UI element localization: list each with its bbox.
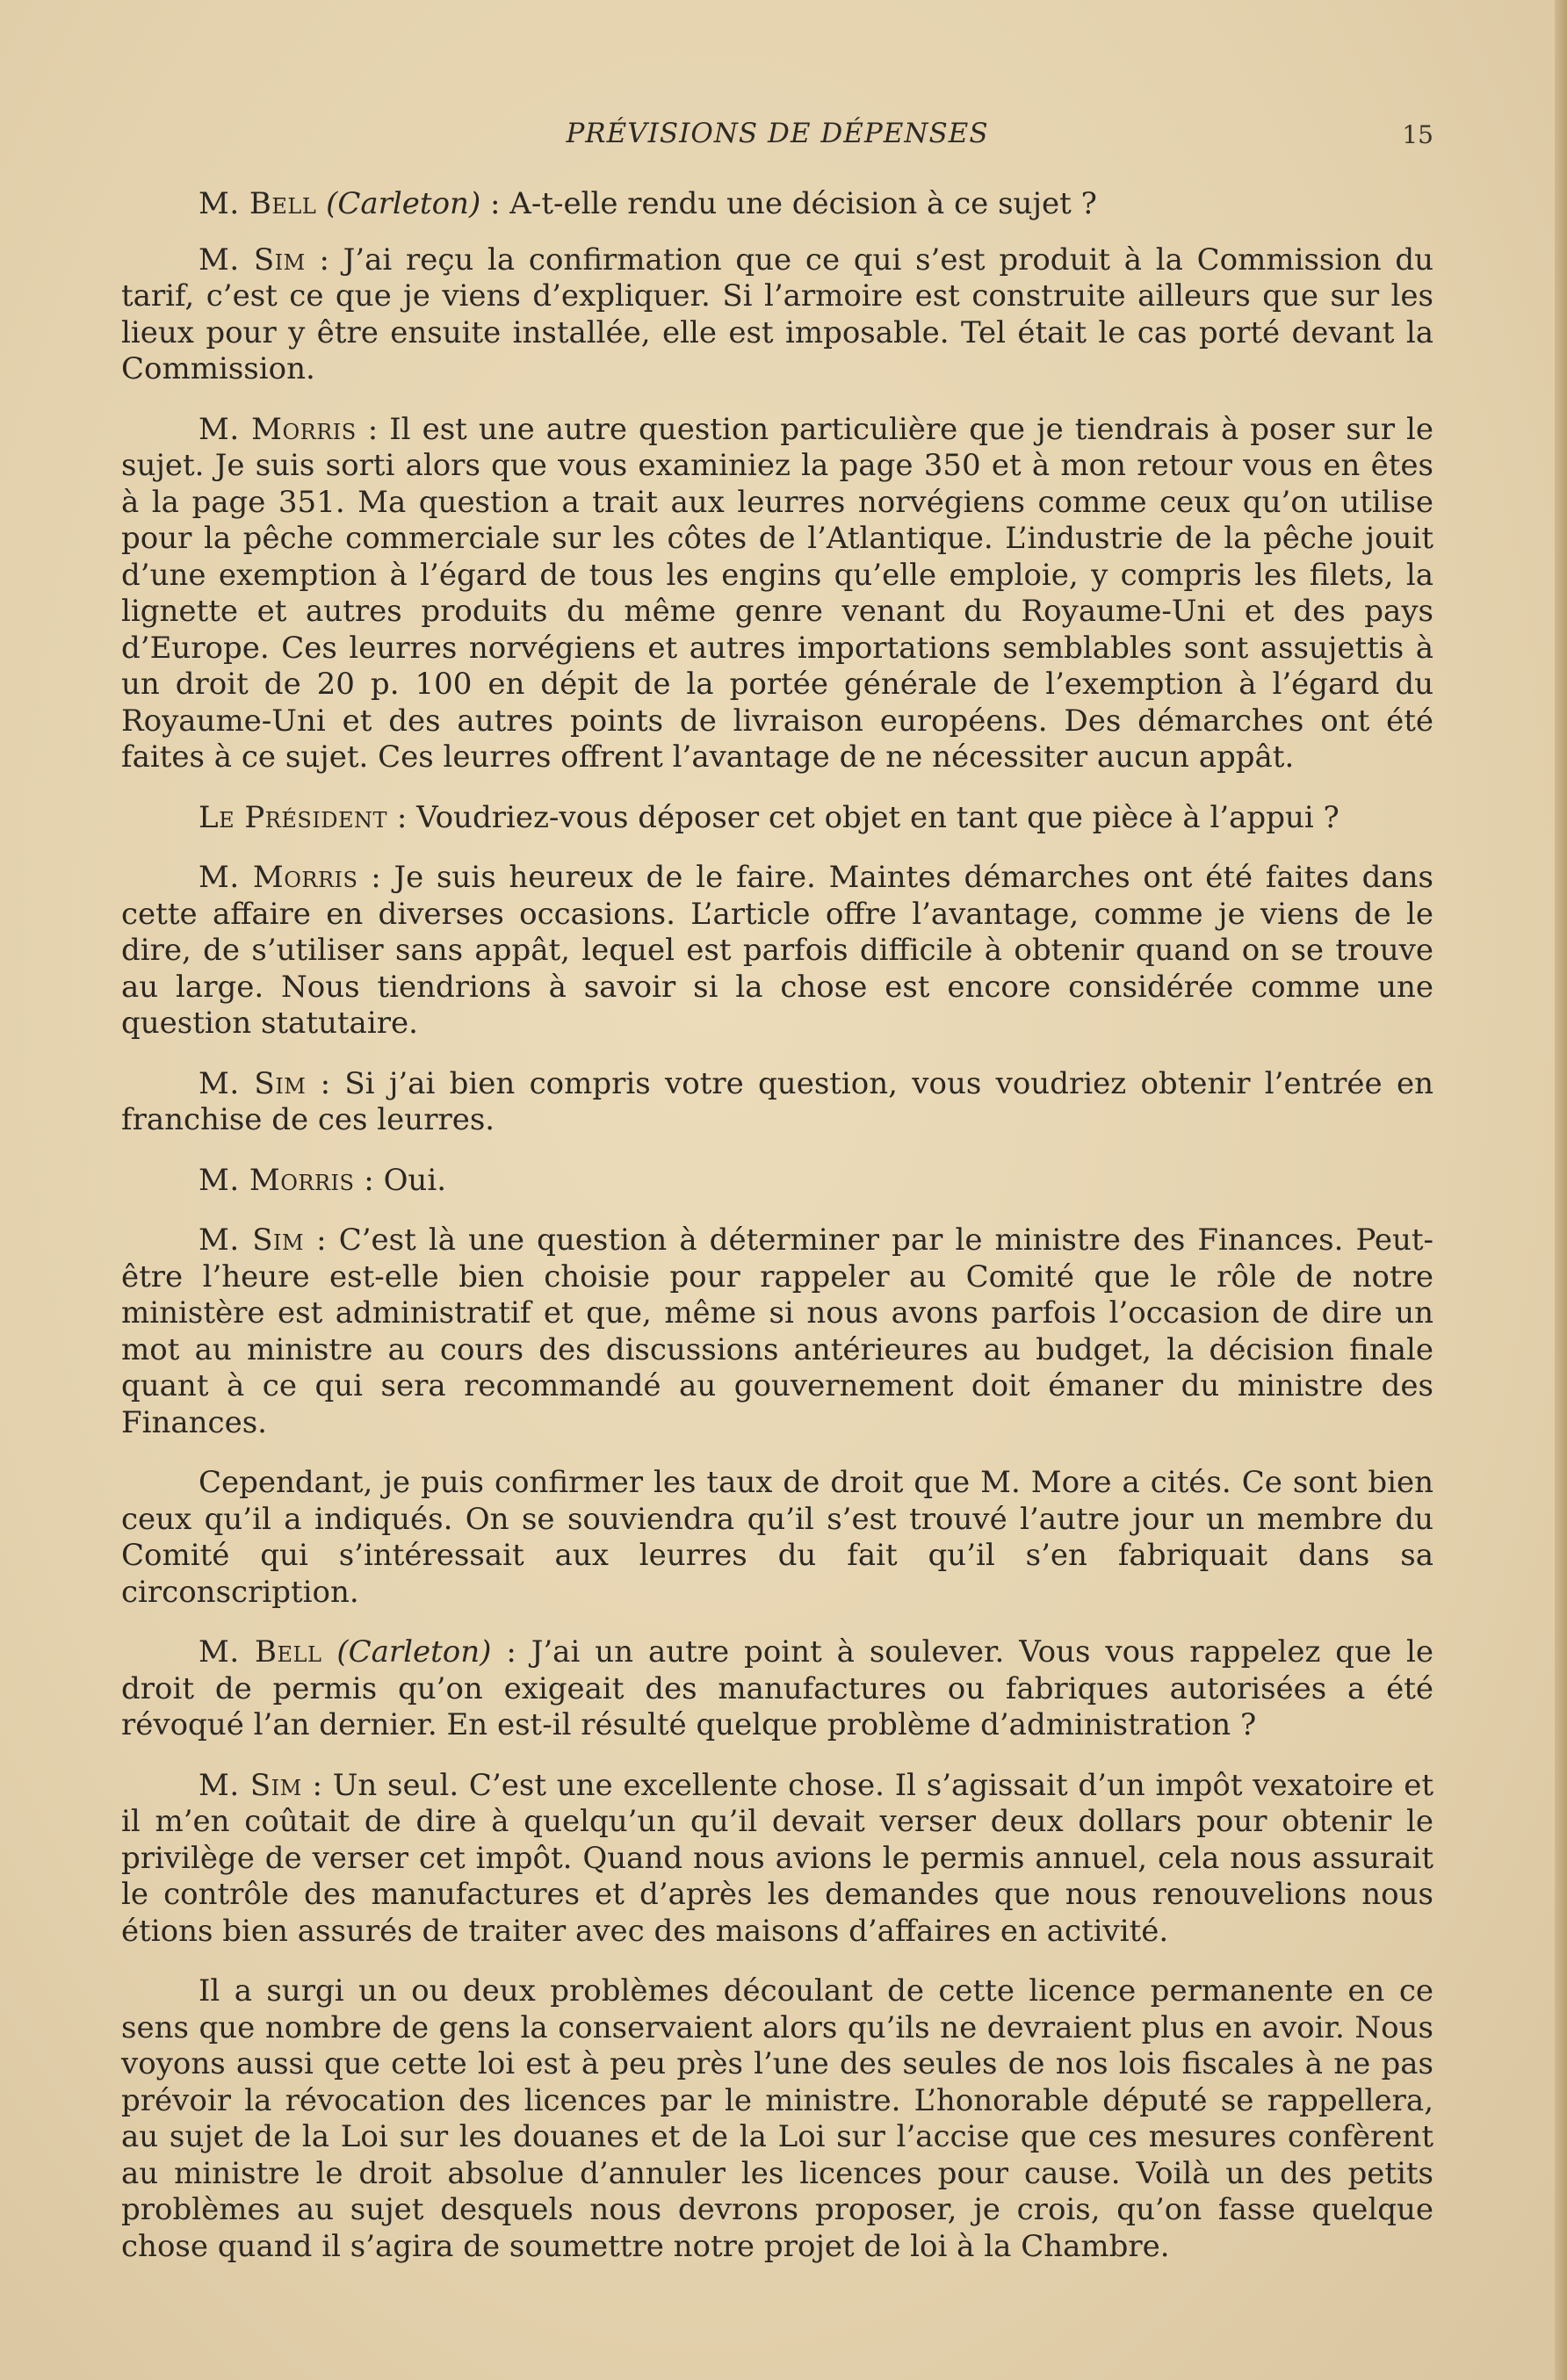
paragraph-sim-minister (121, 1222, 1433, 1441)
speaker-separator: : (491, 1634, 531, 1670)
paragraph-text: Je suis heureux de le faire. Maintes démarches ont été faites dans cette affaire en diverses occasions. L’article offre l’avantage, comme je viens de le dire, de s’utiliser sans appât, lequel est parfois difficile à obtenir quand on se trouve au large. Nous tiendrions à savoir si la chose est encore considérée comme une question statutaire. (121, 860, 1434, 1041)
page-header (121, 118, 1433, 162)
speaker-name: M. Bell (199, 186, 317, 221)
speaker-separator: : (306, 1065, 345, 1101)
speaker-separator: : (304, 1222, 339, 1258)
paragraph-sim-permit (121, 1768, 1433, 1951)
riding-name: (Carleton) (336, 1634, 492, 1670)
paragraph-sim-clarify (121, 1066, 1433, 1139)
speaker-separator: : (301, 1767, 333, 1803)
running-title: PRÉVISIONS DE DÉPENSES (566, 118, 989, 149)
paragraph-text: Voudriez-vous déposer cet objet en tant que pièce à l’appui ? (416, 799, 1340, 835)
paragraph-text: J’ai reçu la confirmation que ce qui s’est produit à la Commission du tarif, c’est ce que je viens d’expliquer. Si l’armoire est construite ailleurs que sur les lieux pour y être ensuite installée, elle est imposable. Tel était le cas porté devant la Commission. (121, 242, 1434, 386)
speaker-separator: : (480, 186, 510, 221)
paragraph-sim-reply (121, 242, 1433, 388)
paragraph-morris-yes (121, 1163, 1433, 1200)
speaker-name: M. Morris (199, 860, 358, 895)
speaker-separator: : (305, 242, 343, 278)
transcript-body (121, 186, 1433, 2289)
paragraph-text: Oui. (383, 1162, 447, 1198)
page-number: 15 (1402, 120, 1433, 149)
paragraph-bell-question (121, 186, 1433, 223)
paragraph-sim-continued (121, 1465, 1433, 1611)
speaker-name: M. Sim (199, 1065, 307, 1101)
paragraph-sim-licence (121, 1973, 1433, 2265)
speaker-separator: : (387, 799, 417, 835)
speaker-name: M. Sim (199, 1767, 302, 1803)
speaker-name: M. Morris (199, 1162, 355, 1198)
paragraph-text: Si j’ai bien compris votre question, vous voudriez obtenir l’entrée en franchise de ces leurres. (121, 1065, 1433, 1137)
paragraph-text: A-t-elle rendu une décision à ce sujet ? (509, 186, 1097, 221)
speaker-separator: : (356, 411, 390, 447)
page-edge-shadow (1555, 0, 1567, 2380)
paragraph-text: Il est une autre question particulière que je tiendrais à poser sur le sujet. Je suis sorti alors que vous examiniez la page 350 et à mon retour vous en êtes à la page 351. Ma question a trait aux leurres norvégiens comme ceux qu’on utilise pour la pêche commerciale sur les côtes de l’Atlantique. L’industrie de la pêche jouit d’une exemption à l’égard de tous les engins qu’elle emploie, y compris les filets, la lignette et autres produits du même genre venant du Royaume-Uni et des pays d’Europe. Ces leurres norvégiens et autres importations semblables sont assujettis à un droit de 20 p. 100 en dépit de la portée générale de l’exemption à l’égard du Royaume-Uni et des autres points de livraison européens. Des démarches ont été faites à ce sujet. Ces leurres offrent l’avantage de ne nécessiter aucun appât. (121, 411, 1434, 775)
paragraph-morris-reply (121, 860, 1433, 1042)
speaker-name: Le Président (199, 799, 388, 835)
speaker-separator: : (357, 860, 394, 895)
speaker-name: M. Sim (199, 1222, 305, 1258)
speaker-separator: : (354, 1162, 384, 1198)
paragraph-text: Il a surgi un ou deux problèmes découlant de cette licence permanente en ce sens que nombre de gens la conservaient alors qu’ils ne devraient plus en avoir. Nous voyons aussi que cette loi est à peu près l’une des seules de nos lois fiscales à ne pas prévoir la révocation des licences par le ministre. L’honorable député se rappellera, au sujet de la Loi sur les douanes et de la Loi sur l’accise que ces mesures confèrent au ministre le droit absolue d’annuler les licences pour cause. Voilà un des petits problèmes au sujet desquels nous devrons proposer, je crois, qu’on fasse quelque chose quand il s’agira de soumettre notre projet de loi à la Chambre. (121, 1973, 1433, 2264)
riding-name: (Carleton) (326, 186, 481, 221)
paragraph-text: Un seul. C’est une excellente chose. Il s’agissait d’un impôt vexatoire et il m’en coûtait de dire à quelqu’un qu’il devait verser deux dollars pour obtenir le privilège de verser cet impôt. Quand nous avions le permis annuel, cela nous assurait le contrôle des manufactures et d’après les demandes que nous renouvelions nous étions bien assurés de traiter avec des maisons d’affaires en activité. (121, 1767, 1434, 1949)
speaker-name: M. Sim (199, 242, 306, 278)
paragraph-text: J’ai un autre point à soulever. Vous vous rappelez que le droit de permis qu’on exigeait des manufactures ou fabriques autorisées a été révoqué l’an dernier. En est-il résulté quelque problème d’administration ? (121, 1634, 1434, 1742)
paragraph-text: Cependant, je puis confirmer les taux de droit que M. More a cités. Ce sont bien ceux qu’il a indiqués. On se souviendra qu’il s’est trouvé l’autre jour un membre du Comité qui s’intéressait aux leurres du fait qu’il s’en fabriquait dans sa circonscription. (121, 1465, 1433, 1610)
paragraph-bell-permit (121, 1634, 1433, 1744)
speaker-name: M. Morris (199, 411, 357, 447)
paragraph-president (121, 800, 1433, 837)
speaker-name: M. Bell (199, 1634, 322, 1670)
paragraph-morris-question (121, 412, 1433, 776)
paragraph-text: C’est là une question à déterminer par le ministre des Finances. Peut-être l’heure est-elle bien choisie pour rappeler au Comité que le rôle de notre ministère est administratif et que, même si nous avons parfois l’occasion de dire un mot au ministre au cours des discussions antérieures au budget, la décision finale quant à ce qui sera recommandé au gouvernement doit émaner du ministre des Finances. (121, 1222, 1433, 1440)
